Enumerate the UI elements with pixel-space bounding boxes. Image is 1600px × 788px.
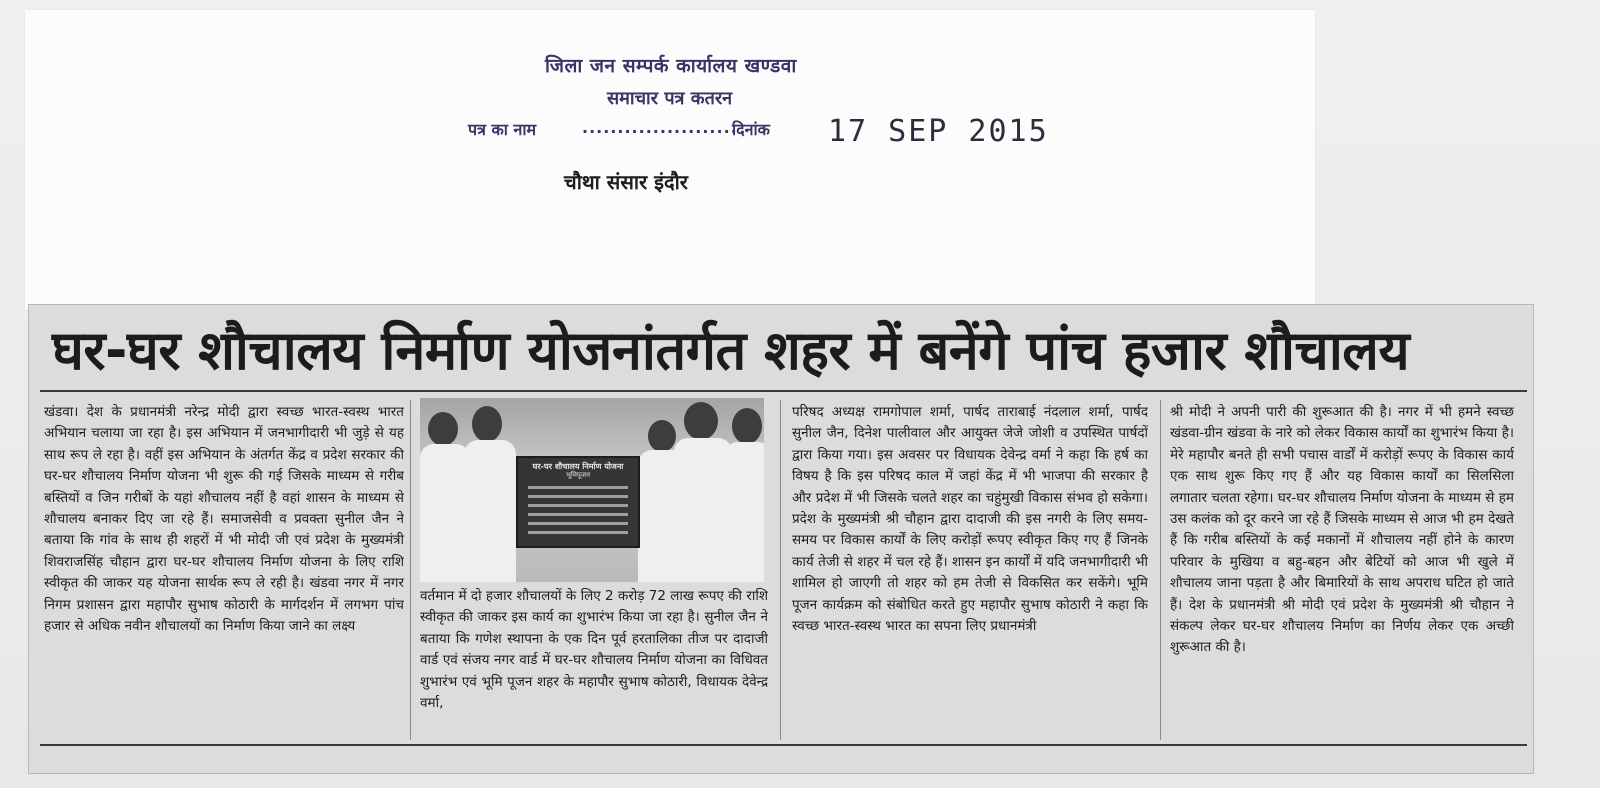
column-divider [410, 400, 411, 740]
stamp-office-name: जिला जन सम्पर्क कार्यालय खण्डवा [545, 55, 797, 77]
ceremony-photo [420, 398, 764, 582]
column-divider [1160, 400, 1161, 740]
stamp-date: 17 SEP 2015 [828, 114, 1049, 149]
stamp-newspaper-label: पत्र का नाम [468, 120, 537, 139]
headline-divider [40, 390, 1527, 392]
stamp-cutting-label: समाचार पत्र कतरन [607, 88, 733, 109]
stamp-newspaper-blank: ...................... [582, 118, 738, 137]
article-column-1: खंडवा। देश के प्रधानमंत्री नरेन्द्र मोदी द्वारा स्वच्छ भारत-स्वस्थ भारत अभियान चलाया जा रहा है। इस अभियान में जनभागीदारी भी जुड़े से यह साथ रूप ले रहा है। वहीं इस अभियान के अंतर्गत केंद्र व प्रदेश सरकार की घर-घर शौचालय निर्माण योजना भी शुरू की गई जिसके माध्यम से गरीब बस्तियों व जिन गरीबों के यहां शौचालय नहीं है वहां शासन के माध्यम से शौचालय बनाकर दिए जा रहे हैं। समाजसेवी व प्रवक्ता सुनील जैन ने बताया कि गांव के साथ ही शहरों में भी मोदी जी एवं प्रदेश के मुख्यमंत्री शिवराजसिंह चौहान द्वारा घर-घर शौचालय निर्माण योजना के लिए राशि स्वीकृत की जाकर यह योजना सार्थक रूप ले रही है। खंडवा नगर में नगर निगम प्रशासन द्वारा महापौर सुभाष कोठारी के मार्गदर्शन में लगभग पांच हजार से अधिक नवीन शौचालयों का निर्माण किया जाने का लक्ष्य [44, 404, 404, 635]
newspaper-name: चौथा संसार इंदौर [564, 170, 688, 194]
stamp-date-label: दिनांक [732, 120, 770, 139]
article-column-3: परिषद अध्यक्ष रामगोपाल शर्मा, पार्षद ताराबाई नंदलाल शर्मा, पार्षद सुनील जैन, दिनेश पालीवाल और आयुक्त जेजे जोशी व उपस्थित पार्षदों द्वारा किया गया। इस अवसर पर विधायक देवेन्द्र वर्मा ने कहा कि हर्ष का विषय है कि इस परिषद काल में जहां केंद्र में भी भाजपा की सरकार है और प्रदेश में भी जिसके चलते शहर का चहुंमुखी विकास संभव हो सकेगा। प्रदेश के मुख्यमंत्री श्री चौहान द्वारा दादाजी की इस नगरी के लिए समय-समय पर विकास कार्यों के लिए करोड़ों रूपए स्वीकृत किए गए हैं जिनके कार्य तेजी से शहर में चल रहे हैं। शासन इन कार्यों में यदि जनभागीदारी भी शामिल हो जाएगी तो शहर को हम तेजी से विकसित कर सकेंगे। भूमि पूजन कार्यक्रम को संबोधित करते हुए महापौर सुभाष कोठारी ने कहा कि स्वच्छ भारत-स्वस्थ भारत का सपना लिए प्रधानमंत्री [792, 404, 1148, 635]
article-column-2: वर्तमान में दो हजार शौचालयों के लिए 2 करोड़ 72 लाख रूपए की राशि स्वीकृत की जाकर इस कार्य का शुभारंभ किया जा रहा है। सुनील जैन ने बताया कि गणेश स्थापना के एक दिन पूर्व हरतालिका तीज पर दादाजी वार्ड एवं संजय नगर वार्ड में घर-घर शौचालय निर्माण योजना का विधिवत शुभारंभ एवं भूमि पूजन शहर के महापौर सुभाष कोठारी, विधायक देवेन्द्र वर्मा, [420, 588, 768, 712]
plaque-title: घर-घर शौचालय निर्माण योजना [532, 462, 624, 471]
plaque-subtitle: भूमिपूजन [566, 471, 590, 479]
article-headline: घर-घर शौचालय निर्माण योजनांतर्गत शहर में बनेंगे पांच हजार शौचालय [52, 319, 1410, 382]
bottom-divider [40, 744, 1527, 746]
column-divider [780, 400, 781, 740]
article-column-4: श्री मोदी ने अपनी पारी की शुरूआत की है। नगर में भी हमने स्वच्छ खंडवा-ग्रीन खंडवा के नारे को लेकर विकास कार्यों का शुभारंभ किया है। मेरे महापौर बनते ही सभी पचास वार्डों में करोड़ों रूपए के विकास कार्य एक साथ शुरू किए गए हैं और यह विकास कार्यों का सिलसिला लगातार चलता रहेगा। घर-घर शौचालय निर्माण योजना के माध्यम से हम उस कलंक को दूर करने जा रहे हैं जिसके माध्यम से आज भी हम देखते हैं कि गरीब बस्तियों के कई मकानों में शौचालय नहीं होने के कारण परिवार के मुखिया व बहु-बहन और बेटियों को आज भी खुले में शौचालय जाना पड़ता है और बिमारियों के साथ अपराध घटित हो जाते हैं। देश के प्रधानमंत्री श्री मोदी एवं प्रदेश के मुख्यमंत्री श्री चौहान ने संकल्प लेकर घर-घर शौचालय निर्माण का निर्णय लेकर एक अच्छी शुरूआत की है। [1170, 404, 1514, 656]
foundation-plaque [516, 456, 640, 548]
